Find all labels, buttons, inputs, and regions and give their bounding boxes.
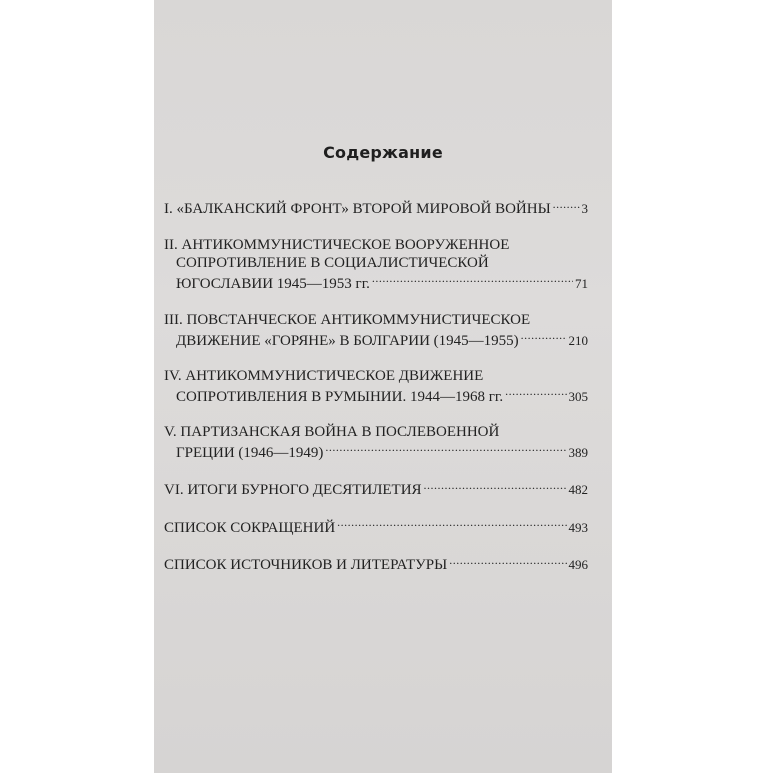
toc-entry-line: II. АНТИКОММУНИСТИЧЕСКОЕ ВООРУЖЕННОЕ [164, 236, 510, 253]
toc-entry-line: СОПРОТИВЛЕНИЕ В СОЦИАЛИСТИЧЕСКОЙ [176, 255, 489, 271]
toc-entry-line: V. ПАРТИЗАНСКАЯ ВОЙНА В ПОСЛЕВОЕННОЙ [164, 424, 500, 440]
toc-entry-last-line [164, 330, 588, 351]
toc-page-number: 482 [568, 482, 588, 497]
toc-entry-title: СОПРОТИВЛЕНИЯ В РУМЫНИИ. 1944—1968 гг. [176, 388, 504, 405]
toc-entry-last-line [164, 442, 588, 463]
dot-leader [449, 554, 566, 569]
toc-entry-last-line [164, 386, 588, 407]
toc-entry-title: СПИСОК СОКРАЩЕНИЙ [164, 519, 336, 536]
toc-entry [164, 367, 588, 406]
table-of-contents [164, 198, 588, 575]
page-title: Содержание [323, 143, 443, 162]
dot-leader [325, 442, 566, 457]
toc-entry-last-line [164, 198, 588, 219]
toc-entry-title: VI. ИТОГИ БУРНОГО ДЕСЯТИЛЕТИЯ [164, 482, 422, 498]
toc-entry-last-line [164, 554, 588, 575]
toc-entry-title: ДВИЖЕНИЕ «ГОРЯНЕ» В БОЛГАРИИ (1945—1955) [176, 332, 519, 349]
toc-entry [164, 198, 588, 219]
toc-entry-line: IV. АНТИКОММУНИСТИЧЕСКОЕ ДВИЖЕНИЕ [164, 368, 484, 384]
toc-page-number: 389 [568, 444, 588, 460]
dot-leader [553, 198, 580, 213]
toc-entry [164, 517, 588, 538]
dot-leader [372, 273, 573, 288]
toc-page-number: 305 [568, 388, 588, 404]
toc-entry-last-line [164, 479, 588, 500]
dot-leader [424, 479, 567, 494]
toc-entry [164, 554, 588, 575]
toc-page-number: 71 [575, 275, 588, 291]
dot-leader [337, 517, 566, 532]
toc-entry [164, 236, 588, 294]
toc-entry-title: ГРЕЦИИ (1946—1949) [176, 444, 324, 461]
dot-leader [505, 386, 566, 401]
book-page [154, 0, 612, 773]
toc-page-number: 493 [568, 519, 588, 535]
toc-entry [164, 423, 588, 462]
toc-entry-last-line [164, 517, 588, 538]
toc-entry-title: I. «БАЛКАНСКИЙ ФРОНТ» ВТОРОЙ МИРОВОЙ ВОЙНЫ [164, 201, 551, 217]
toc-entry [164, 311, 588, 350]
toc-entry-line: III. ПОВСТАНЧЕСКОЕ АНТИКОММУНИСТИЧЕСКОЕ [164, 312, 531, 328]
toc-entry-title: ЮГОСЛАВИИ 1945—1953 гг. [176, 275, 370, 292]
toc-page-number: 496 [568, 557, 588, 572]
dot-leader [521, 330, 567, 345]
toc-entry-title: СПИСОК ИСТОЧНИКОВ И ЛИТЕРАТУРЫ [164, 557, 448, 573]
toc-page-number: 3 [581, 201, 588, 216]
toc-page-number: 210 [568, 332, 588, 348]
toc-entry-last-line [164, 273, 588, 294]
toc-entry [164, 479, 588, 500]
